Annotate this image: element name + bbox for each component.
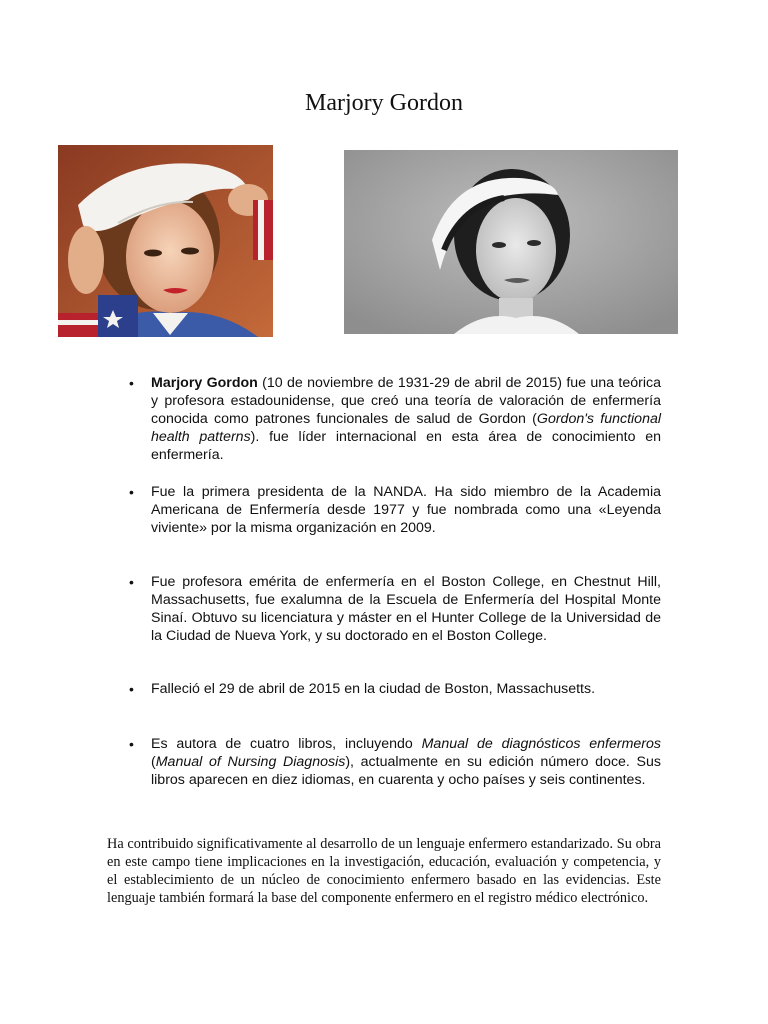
list-item-text: Es autora de cuatro libros, incluyendo <box>151 736 422 752</box>
italic-text: Manual de diagnósticos enfermeros <box>421 736 662 752</box>
nurse-poster-illustration <box>58 145 273 337</box>
list-item <box>129 374 662 464</box>
list-item-text: Fue profesora emérita de enfermería en el Boston College, en Chestnut Hill, Massachusetts, fue exalumna de la Escuela de Enfermería del Hospital Monte Sinaí. Obtuvo su licenciatura y máster en el Hunter College de la Universidad de la Ciudad de Nueva York, y su doctorado en el Boston College. <box>151 574 661 644</box>
bullet-dot: • <box>129 736 134 752</box>
list-item <box>129 573 661 645</box>
bullet-dot: • <box>129 375 134 391</box>
list-item-text: (10 de noviembre de 1931-29 de abril de 2015) fue una teórica y profesora estadounidense, que creó una teoría de valoración de enfermería conocida como patrones funcionales de salud de Gordon ( <box>151 375 661 427</box>
list-item-text: ). fue líder internacional en esta área de conocimiento en enfermería. <box>151 429 661 463</box>
portrait-photo <box>344 150 678 334</box>
closing-paragraph: Ha contribuido significativamente al desarrollo de un lenguaje enfermero estandarizado. Su obra en este campo tiene implicaciones en la investigación, educación, evaluación y competencia, y el establecimiento de un núcleo de conocimiento enfermero basado en las evidencias. Este lenguaje también formará la base del componente enfermero en el registro médico electrónico. <box>107 836 661 906</box>
list-item-text: ), actualmente en su edición número doce. Sus libros aparecen en diez idiomas, en cuarenta y ocho países y seis continentes. <box>151 754 661 788</box>
list-item <box>129 680 661 698</box>
portrait-illustration <box>344 150 678 334</box>
list-item <box>129 483 661 537</box>
italic-text: Manual of Nursing Diagnosis <box>155 754 346 770</box>
page-title: Marjory Gordon <box>305 90 463 116</box>
nurse-poster-photo <box>58 145 273 337</box>
list-item <box>129 735 662 789</box>
list-item-text: Fue la primera presidenta de la NANDA. Ha sido miembro de la Academia Americana de Enfermería desde 1977 y fue nombrada como una «Leyenda viviente» por la misma organización en 2009. <box>151 484 661 536</box>
list-item-text: ( <box>151 754 156 770</box>
list-item-text: Falleció el 29 de abril de 2015 en la ciudad de Boston, Massachusetts. <box>151 681 596 697</box>
bullet-dot: • <box>129 484 134 500</box>
italic-text: Gordon's functional health patterns <box>151 411 662 445</box>
bold-name: Marjory Gordon <box>151 375 258 391</box>
bullet-dot: • <box>129 574 134 590</box>
bullet-dot: • <box>129 681 134 697</box>
